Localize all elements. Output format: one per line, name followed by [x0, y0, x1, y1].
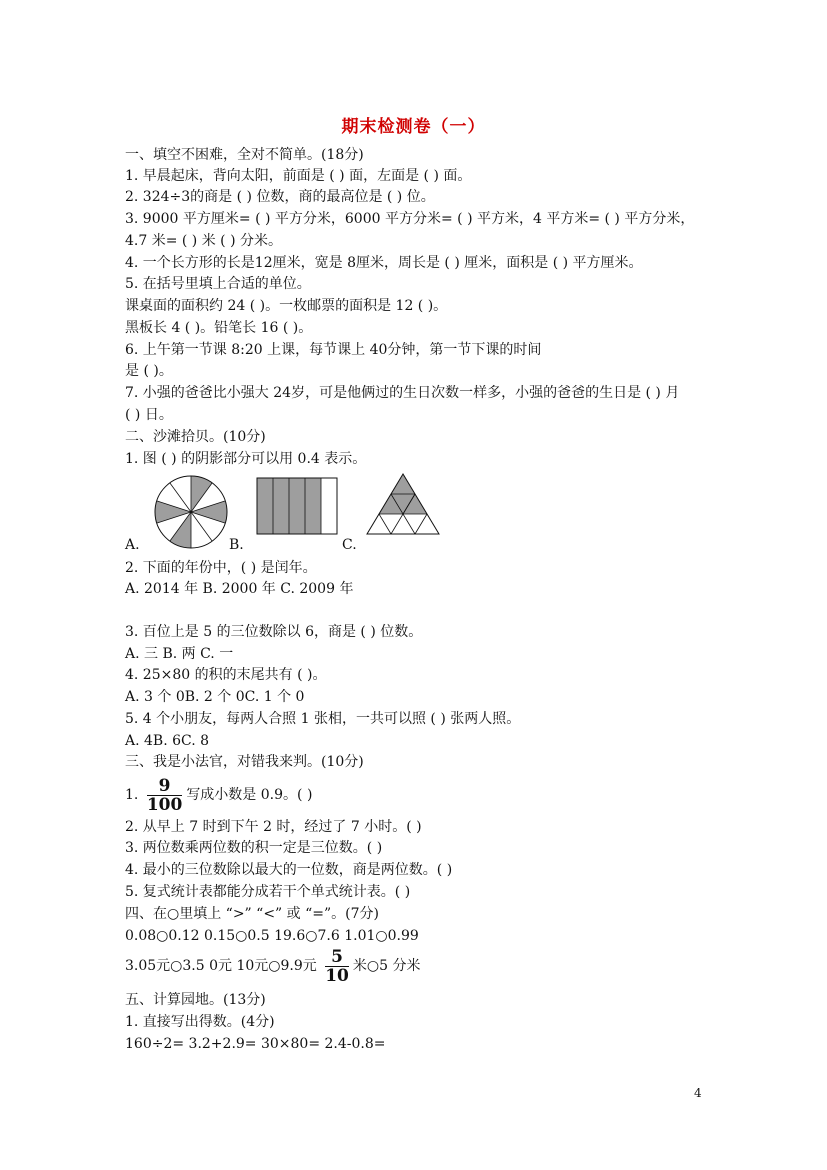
question-line: 3. 百位上是 5 的三位数除以 6，商是 ( ) 位数。: [125, 624, 423, 640]
fraction-numerator: 5: [325, 948, 349, 967]
question-line: 2. 324÷3的商是 ( ) 位数，商的最高位是 ( ) 位。: [125, 189, 435, 205]
section-1-heading: 一、填空不困难，全对不简单。(18分): [125, 147, 364, 163]
question-line: 3. 两位数乘两位数的积一定是三位数。( ): [125, 840, 383, 856]
question-line: 6. 上午第一节课 8:20 上课，每节课上 40分钟，第一节下课的时间: [125, 342, 542, 358]
section-2-heading: 二、沙滩拾贝。(10分): [125, 429, 266, 445]
question-line: 4. 一个长方形的长是12厘米，宽是 8厘米，周长是 ( ) 厘米，面积是 ( ) 平方厘米。: [125, 255, 643, 271]
question-line: 2. 下面的年份中，( ) 是闰年。: [125, 560, 317, 576]
question-line: ( ) 日。: [125, 407, 173, 423]
comparison-text: 米○5 分米: [352, 958, 421, 974]
question-number: 1.: [125, 787, 139, 803]
answer-options: A. 4B. 6C. 8: [125, 733, 210, 749]
question-line: 课桌面的面积约 24 ( )。一枚邮票的面积是 12 ( )。: [125, 298, 448, 314]
question-line: 5. 复式统计表都能分成若干个单式统计表。( ): [125, 884, 411, 900]
question-line: 3. 9000 平方厘米= ( ) 平方分米，6000 平方分米= ( ) 平方米，4 平方米= ( ) 平方分米，: [125, 211, 695, 227]
question-line: 5. 在括号里填上合适的单位。: [125, 276, 311, 292]
section-5-heading: 五、计算园地。(13分): [125, 992, 266, 1008]
question-text: 写成小数是 0.9。( ): [186, 787, 313, 803]
question-line: 1. 图 ( ) 的阴影部分可以用 0.4 表示。: [125, 451, 367, 467]
figure-options: [125, 470, 455, 560]
triangle-figure: [365, 472, 445, 544]
question-line: 4. 25×80 的积的末尾共有 ( )。: [125, 667, 327, 683]
answer-options: A. 2014 年 B. 2000 年 C. 2009 年: [125, 581, 354, 597]
question-line: 4.7 米= ( ) 米 ( ) 分米。: [125, 233, 282, 249]
question-line: [125, 776, 312, 814]
section-4-heading: 四、在○里填上 “>” “<” 或 “=”。(7分): [125, 906, 379, 922]
fraction-numerator: 9: [147, 777, 183, 796]
question-line: 1. 直接写出得数。(4分): [125, 1014, 275, 1030]
question-line: 1. 早晨起床，背向太阳，前面是 ( ) 面，左面是 ( ) 面。: [125, 168, 472, 184]
fraction-9-100: [147, 777, 183, 814]
page-number: 4: [694, 1086, 702, 1100]
comparison-line: [125, 947, 420, 985]
option-label-b: B.: [229, 537, 244, 553]
question-line: 5. 4 个小朋友，每两人合照 1 张相，一共可以照 ( ) 张两人照。: [125, 711, 521, 727]
comparison-text: 3.05元○3.5 0元 10元○9.9元: [125, 958, 317, 974]
fraction-5-10: [325, 948, 349, 985]
page-title: 期末检测卷（一）: [341, 117, 486, 137]
fraction-denominator: 10: [325, 965, 349, 986]
question-line: 是 ( )。: [125, 363, 173, 379]
answer-options: A. 三 B. 两 C. 一: [125, 646, 234, 662]
answer-options: A. 3 个 0B. 2 个 0C. 1 个 0: [125, 689, 305, 705]
section-3-heading: 三、我是小法官，对错我来判。(10分): [125, 754, 364, 770]
question-line: 4. 最小的三位数除以最大的一位数，商是两位数。( ): [125, 862, 453, 878]
rectangle-figure: [255, 476, 339, 552]
option-label-a: A.: [125, 537, 140, 553]
circle-figure: [153, 474, 229, 550]
comparison-line: 0.08○0.12 0.15○0.5 19.6○7.6 1.01○0.99: [125, 928, 419, 944]
question-line: 黑板长 4 ( )。铅笔长 16 ( )。: [125, 320, 313, 336]
option-label-c: C.: [342, 537, 357, 553]
fraction-denominator: 100: [146, 794, 183, 815]
question-line: 2. 从早上 7 时到下午 2 时，经过了 7 小时。( ): [125, 819, 422, 835]
calculation-line: 160÷2= 3.2+2.9= 30×80= 2.4-0.8=: [125, 1036, 386, 1052]
question-line: 7. 小强的爸爸比小强大 24岁，可是他俩过的生日次数一样多，小强的爸爸的生日是 ( ) 月: [125, 385, 680, 401]
